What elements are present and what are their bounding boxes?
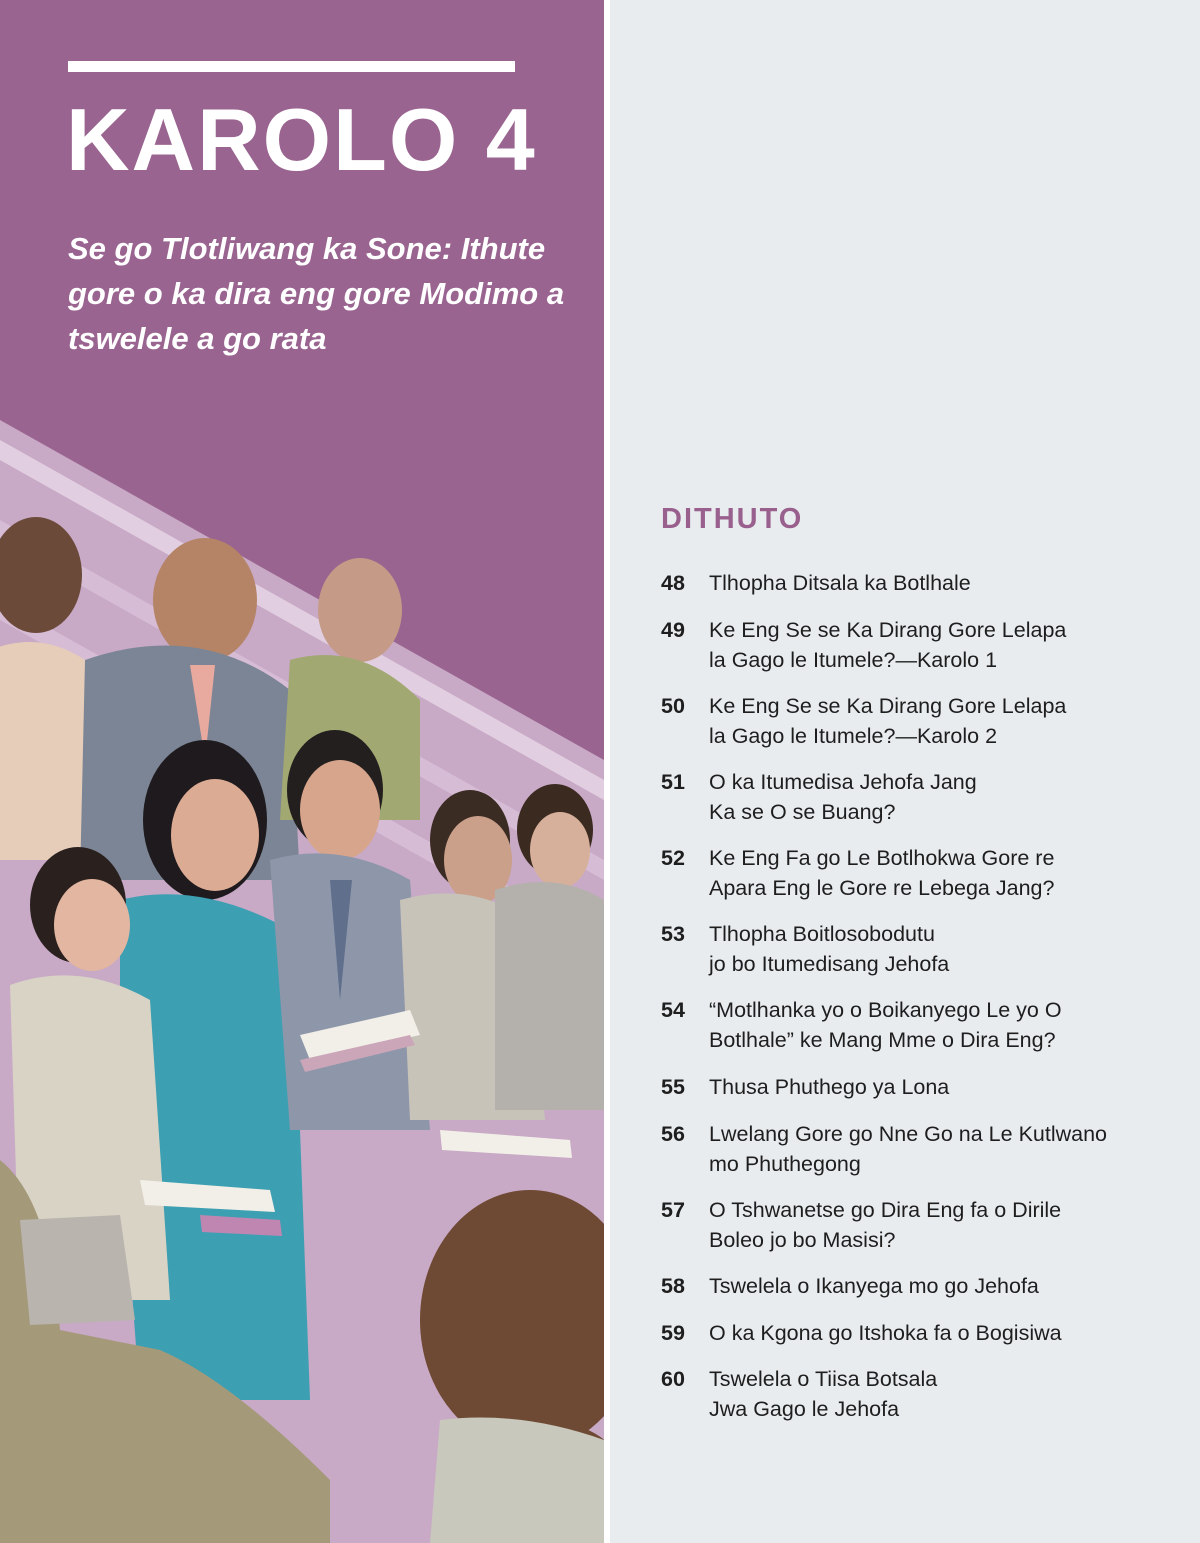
- lesson-title-line: Tlhopha Ditsala ka Botlhale: [709, 571, 971, 595]
- lesson-title-line: O ka Kgona go Itshoka fa o Bogisiwa: [709, 1321, 1062, 1345]
- lesson-title: [709, 1195, 1179, 1255]
- contents-heading: DITHUTO: [661, 503, 804, 535]
- lesson-title-line: Apara Eng le Gore re Lebega Jang?: [709, 876, 1055, 900]
- lesson-number: 55: [661, 1075, 685, 1099]
- lesson-title: [709, 568, 1179, 598]
- lesson-title-line: Tlhopha Boitlosobodutu: [709, 922, 935, 946]
- lesson-title-line: Botlhale” ke Mang Mme o Dira Eng?: [709, 1028, 1056, 1052]
- lesson-title-line: Thusa Phuthego ya Lona: [709, 1075, 950, 1099]
- lesson-number: 60: [661, 1367, 685, 1391]
- lesson-title-line: Ke Eng Se se Ka Dirang Gore Lelapa: [709, 694, 1067, 718]
- lesson-title: [709, 995, 1179, 1055]
- lesson-number: 57: [661, 1198, 685, 1222]
- lesson-title-line: Tswelela o Ikanyega mo go Jehofa: [709, 1274, 1039, 1298]
- lesson-title-line: Lwelang Gore go Nne Go na Le Kutlwano: [709, 1122, 1108, 1146]
- lesson-title-line: Ka se O se Buang?: [709, 800, 896, 824]
- lesson-title: [709, 767, 1179, 827]
- lesson-number: 54: [661, 998, 685, 1022]
- lesson-title: [709, 1271, 1179, 1301]
- lesson-title-line: Tswelela o Tiisa Botsala: [709, 1367, 938, 1391]
- lesson-number: 49: [661, 618, 685, 642]
- person-foreground-right: [420, 1190, 604, 1543]
- lesson-number: 53: [661, 922, 685, 946]
- lesson-title-line: Jwa Gago le Jehofa: [709, 1397, 900, 1421]
- lesson-number: 52: [661, 846, 685, 870]
- lesson-title: [709, 615, 1179, 675]
- lesson-title-line: “Motlhanka yo o Boikanyego Le yo O: [709, 998, 1062, 1022]
- lesson-title-line: la Gago le Itumele?—Karolo 1: [709, 648, 998, 672]
- lesson-number: 48: [661, 571, 685, 595]
- lesson-title-line: Ke Eng Fa go Le Botlhokwa Gore re: [709, 846, 1055, 870]
- lesson-title: [709, 1318, 1179, 1348]
- lesson-number: 59: [661, 1321, 685, 1345]
- lesson-title: [709, 1119, 1179, 1179]
- lesson-number: 56: [661, 1122, 685, 1146]
- lesson-title-line: O Tshwanetse go Dira Eng fa o Dirile: [709, 1198, 1062, 1222]
- part-subtitle: Se go Tlotliwang ka Sone: Ithute gore o ka dira eng gore Modimo a tswelele a go rata: [68, 231, 565, 356]
- lesson-title-line: jo bo Itumedisang Jehofa: [709, 952, 950, 976]
- lesson-title-line: O ka Itumedisa Jehofa Jang: [709, 770, 977, 794]
- lesson-number: 51: [661, 770, 685, 794]
- lesson-title: [709, 919, 1179, 979]
- lesson-title: [709, 843, 1179, 903]
- lesson-number: 50: [661, 694, 685, 718]
- lesson-title: [709, 691, 1179, 751]
- lesson-title-line: la Gago le Itumele?—Karolo 2: [709, 724, 998, 748]
- lesson-title: [709, 1364, 1179, 1424]
- lesson-title: [709, 1072, 1179, 1102]
- lesson-number: 58: [661, 1274, 685, 1298]
- lesson-title-line: mo Phuthegong: [709, 1152, 861, 1176]
- lesson-title-line: Boleo jo bo Masisi?: [709, 1228, 896, 1252]
- part-title: KAROLO 4: [66, 90, 537, 189]
- lesson-title-line: Ke Eng Se se Ka Dirang Gore Lelapa: [709, 618, 1067, 642]
